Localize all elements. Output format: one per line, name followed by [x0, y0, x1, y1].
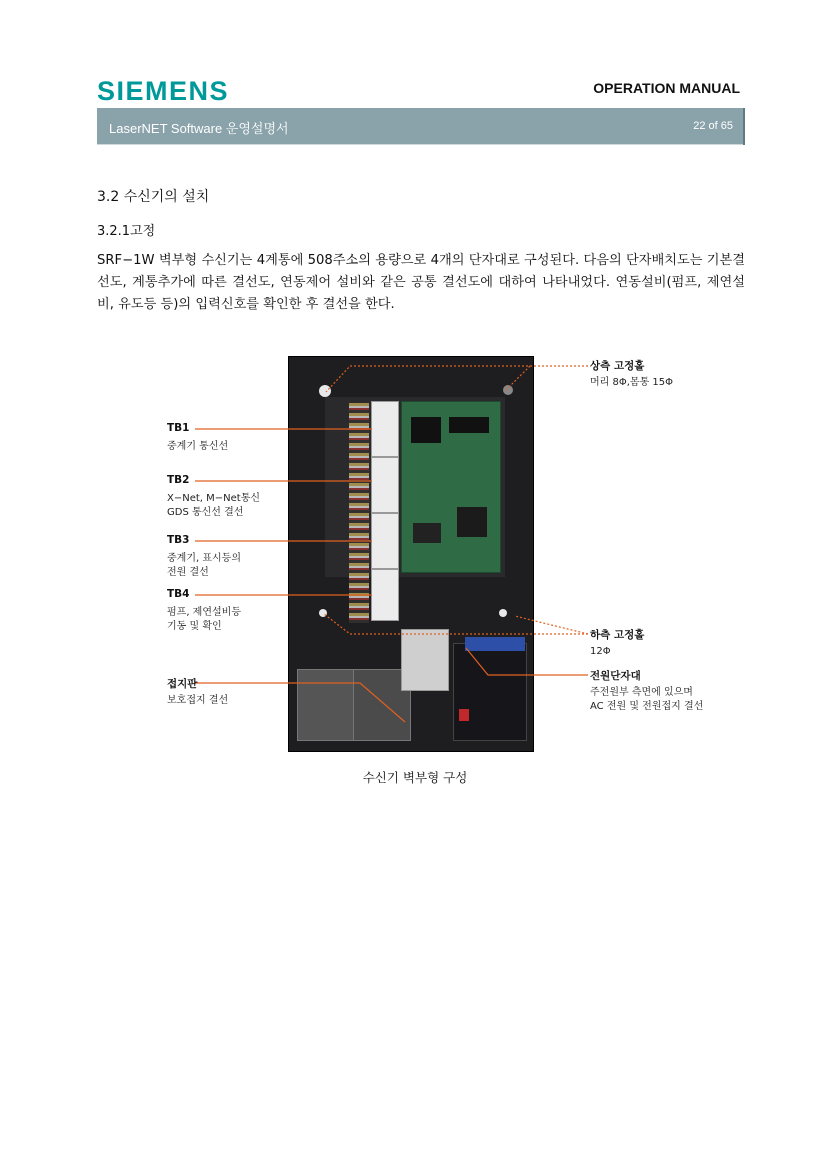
tb1-title: TB1	[167, 422, 190, 434]
tb2-desc-line2: GDS 통신선 결선	[167, 507, 244, 518]
tb1-desc: 중계기 통신선	[167, 441, 229, 452]
lower-mount-leader-right	[515, 616, 588, 634]
section-heading: 3.2 수신기의 설치	[97, 189, 210, 205]
tb2-title: TB2	[167, 474, 190, 486]
page-indicator: 22 of 65	[693, 120, 733, 132]
power-terminal-desc-line1: 주전원부 측면에 있으며	[590, 687, 693, 698]
tb4-title: TB4	[167, 588, 190, 600]
ground-plate-desc: 보호접지 결선	[167, 695, 229, 706]
upper-mount-leader-right	[506, 366, 530, 390]
power-terminal-title: 전원단자대	[590, 670, 641, 682]
tb3-title: TB3	[167, 534, 190, 546]
subsection-heading: 3.2.1고정	[97, 224, 156, 239]
lower-mount-title: 하측 고정홀	[590, 629, 645, 641]
siemens-logo: SIEMENS	[97, 76, 230, 106]
upper-mount-leader	[326, 366, 588, 392]
tb2-desc-line1: X−Net, M−Net통신	[167, 493, 261, 504]
upper-mount-title: 상측 고정홀	[590, 360, 645, 372]
upper-mount-desc: 머리 8Φ,몸통 15Φ	[590, 377, 674, 388]
tb4-desc-line1: 펌프, 제연설비등	[167, 607, 241, 618]
tb3-desc-line2: 전원 결선	[167, 567, 209, 578]
body-paragraph: SRF−1W 벽부형 수신기는 4계통에 508주소의 용량으로 4개의 단자대로 구성된다. 다음의 단자배치도는 기본결선도, 계통추가에 따른 결선도, 연동제어 설비와 같은 공통 결선도에 대하여 나타내었다. 연동설비(펌프, 제연설비, 유도등 등)의 입력신호를 확인한 후 결선을 한다.	[97, 253, 745, 312]
power-terminal-desc-line2: AC 전원 및 전원접지 결선	[590, 701, 704, 712]
ground-plate-title: 접지판	[167, 678, 198, 690]
tb3-desc-line1: 중계기, 표시등의	[167, 553, 241, 564]
banner-title: LaserNET Software 운영설명서	[109, 121, 289, 136]
power-terminal-leader	[466, 648, 588, 675]
lower-mount-desc: 12Φ	[590, 646, 611, 657]
figure-caption: 수신기 벽부형 구성	[362, 770, 468, 785]
manual-title: OPERATION MANUAL	[593, 80, 740, 96]
tb4-desc-line2: 기동 및 확인	[167, 621, 222, 632]
